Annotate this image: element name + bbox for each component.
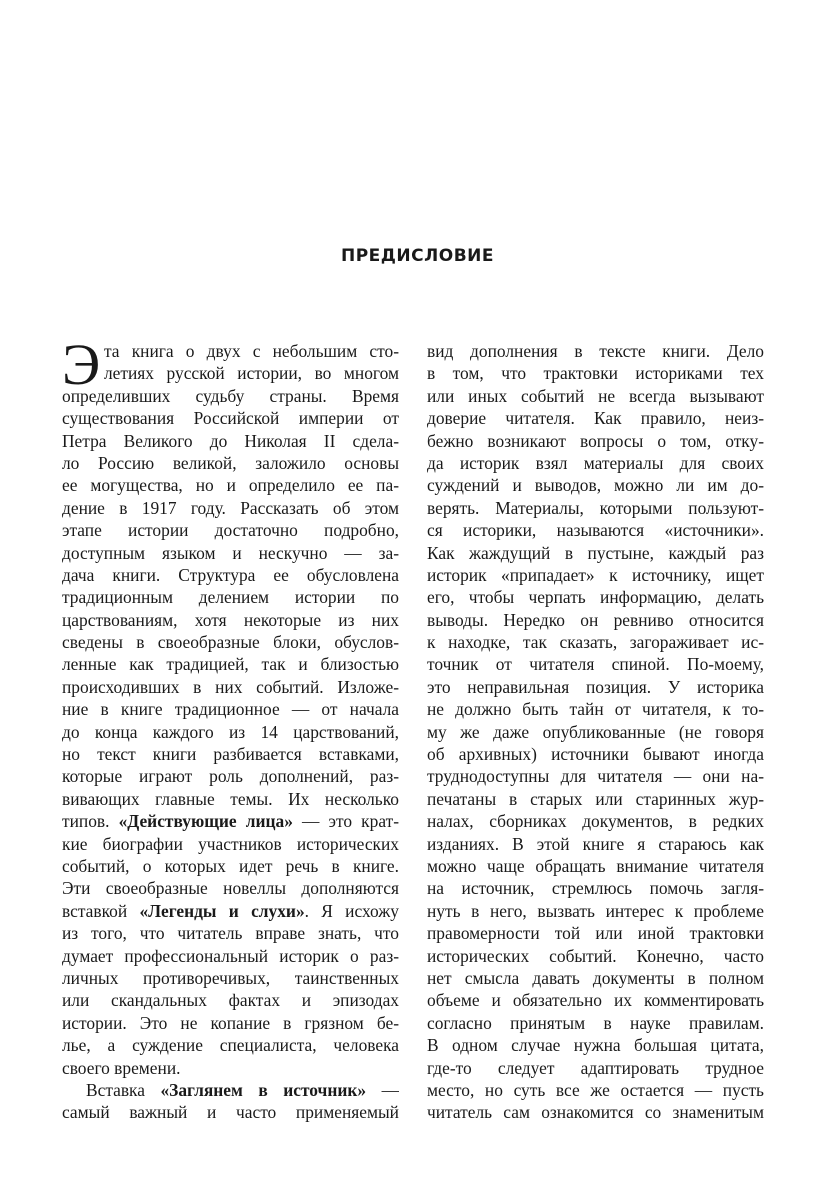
line-text: ние в книге традиционное — от начала bbox=[62, 699, 399, 720]
text-line bbox=[62, 765, 399, 787]
text-line bbox=[427, 340, 764, 362]
text-line bbox=[427, 631, 764, 653]
text-line bbox=[62, 676, 399, 698]
line-text: кие биографии участников исторических bbox=[62, 833, 399, 854]
line-text-after: — это крат- bbox=[292, 811, 399, 832]
line-text: да историк взял материалы для своих bbox=[427, 452, 764, 473]
text-line bbox=[427, 564, 764, 586]
text-line bbox=[427, 452, 764, 474]
text-line bbox=[62, 877, 399, 899]
text-line bbox=[62, 1034, 399, 1056]
line-text: царствованиям, хотя некоторые из них bbox=[62, 609, 399, 630]
line-text: происходивших в них событий. Изложе- bbox=[62, 676, 399, 697]
text-line bbox=[427, 497, 764, 519]
line-text: или скандальных фактах и эпизодах bbox=[62, 990, 399, 1011]
line-text: вставкой bbox=[62, 900, 140, 921]
text-line bbox=[62, 631, 399, 653]
line-text: событий, о которых идет речь в книге. bbox=[62, 855, 399, 876]
text-line bbox=[62, 967, 399, 989]
line-text: читатель сам ознакомится со знаменитым bbox=[427, 1102, 764, 1123]
text-line bbox=[427, 788, 764, 810]
line-text: В одном случае нужна большая цитата, bbox=[427, 1035, 764, 1056]
line-text: лье, а суждение специалиста, человека bbox=[62, 1035, 399, 1056]
text-line bbox=[427, 653, 764, 675]
line-text: истории. Это не копание в грязном бе- bbox=[62, 1012, 399, 1033]
line-text: доступным языком и нескучно — за- bbox=[62, 542, 399, 563]
line-text-after: — bbox=[366, 1079, 399, 1100]
text-line bbox=[62, 922, 399, 944]
text-line bbox=[427, 945, 764, 967]
text-line bbox=[62, 430, 399, 452]
line-text: ло Россию великой, заложило основы bbox=[62, 452, 399, 473]
text-line bbox=[62, 452, 399, 474]
text-line bbox=[62, 609, 399, 631]
text-line bbox=[62, 340, 399, 362]
text-line bbox=[427, 743, 764, 765]
text-line bbox=[62, 586, 399, 608]
text-line bbox=[427, 1034, 764, 1056]
line-text: самый важный и часто применяемый bbox=[62, 1102, 399, 1123]
text-line bbox=[62, 721, 399, 743]
text-line bbox=[62, 833, 399, 855]
text-line bbox=[62, 945, 399, 967]
line-text: нет смысла давать документы в полном bbox=[427, 967, 764, 988]
line-text: дача книги. Структура ее обусловлена bbox=[62, 564, 399, 585]
line-text: вид дополнения в тексте книги. Дело bbox=[427, 341, 764, 361]
text-line bbox=[427, 900, 764, 922]
line-text: ее могущества, но и определило ее па- bbox=[62, 475, 399, 496]
line-text: ленные как традицией, так и близостью bbox=[62, 654, 399, 675]
text-line bbox=[427, 676, 764, 698]
line-text: точник от читателя спиной. По-моему, bbox=[427, 654, 764, 675]
text-line bbox=[427, 989, 764, 1011]
line-text: своего времени. bbox=[62, 1057, 181, 1078]
line-text: му же даже опубликованные (не говоря bbox=[427, 721, 764, 742]
line-text: об архивных) источники бывают иногда bbox=[427, 744, 764, 765]
text-line bbox=[427, 833, 764, 855]
text-line bbox=[427, 922, 764, 944]
line-text: в том, что трактовки историками тех bbox=[427, 363, 764, 384]
text-line bbox=[427, 721, 764, 743]
bold-insert-title: «Действующие лица» bbox=[118, 811, 293, 832]
line-text: ся историки, называются «источники». bbox=[427, 520, 764, 541]
text-line bbox=[427, 474, 764, 496]
line-text: существования Российской империи от bbox=[62, 408, 399, 429]
left-text-column bbox=[62, 332, 399, 1124]
line-text: налах, сборниках документов, в редких bbox=[427, 811, 764, 832]
line-text: та книга о двух с небольшим сто- bbox=[104, 341, 399, 361]
text-line bbox=[62, 407, 399, 429]
text-line bbox=[427, 698, 764, 720]
text-line bbox=[427, 1012, 764, 1034]
text-line bbox=[427, 855, 764, 877]
text-line bbox=[62, 653, 399, 675]
line-text: дение в 1917 году. Рассказать об этом bbox=[62, 497, 399, 518]
line-text: до конца каждого из 14 царствований, bbox=[62, 721, 399, 742]
text-line bbox=[62, 362, 399, 384]
text-line bbox=[427, 967, 764, 989]
text-line bbox=[427, 407, 764, 429]
line-text: доверие читателя. Как правило, неиз- bbox=[427, 408, 764, 429]
line-text: верять. Материалы, которыми пользуют- bbox=[427, 497, 764, 518]
text-line bbox=[62, 698, 399, 720]
text-line bbox=[427, 1101, 764, 1123]
line-text: определивших судьбу страны. Время bbox=[62, 385, 399, 406]
line-text: место, но суть все же остается — пусть bbox=[427, 1079, 764, 1100]
text-line bbox=[427, 385, 764, 407]
line-text: которые играют роль дополнений, раз- bbox=[62, 766, 399, 787]
line-text: согласно принятым в науке правилам. bbox=[427, 1012, 764, 1033]
text-line bbox=[427, 362, 764, 384]
text-line bbox=[62, 1101, 399, 1123]
line-text: летиях русской истории, во многом bbox=[104, 363, 399, 384]
bold-insert-title: «Легенды и слухи» bbox=[139, 900, 305, 921]
text-line bbox=[62, 385, 399, 407]
text-line bbox=[427, 765, 764, 787]
line-text: историк «припадает» к источнику, ищет bbox=[427, 564, 764, 585]
line-text: к находке, так сказать, загораживает ис- bbox=[427, 632, 764, 653]
left-paragraph bbox=[62, 340, 399, 1124]
line-text: типов. bbox=[62, 811, 119, 832]
text-line bbox=[62, 1057, 399, 1079]
line-text: сведены в своеобразные блоки, обуслов- bbox=[62, 632, 399, 653]
text-line bbox=[62, 855, 399, 877]
line-text: но текст книги разбивается вставками, bbox=[62, 744, 399, 765]
text-line bbox=[62, 564, 399, 586]
line-text: исторических событий. Конечно, часто bbox=[427, 945, 764, 966]
text-line bbox=[62, 474, 399, 496]
line-text: где-то следует адаптировать трудное bbox=[427, 1057, 764, 1078]
bold-insert-title: «Заглянем в источник» bbox=[160, 1079, 367, 1100]
page-title: ПРЕДИСЛОВИЕ bbox=[340, 246, 494, 266]
line-text: изданиях. В этой книге я стараюсь как bbox=[427, 833, 764, 854]
line-text: выводы. Нередко он ревниво относится bbox=[427, 609, 764, 630]
text-line bbox=[62, 900, 399, 922]
line-text: можно чаще обращать внимание читателя bbox=[427, 855, 764, 876]
line-text: этапе истории достаточно подробно, bbox=[62, 520, 399, 541]
line-text: не должно быть тайн от читателя, к то- bbox=[427, 699, 764, 720]
line-text: традиционным делением истории по bbox=[62, 587, 399, 608]
text-line bbox=[62, 1012, 399, 1034]
text-line bbox=[427, 609, 764, 631]
line-text: вивающих главные темы. Их несколько bbox=[62, 788, 399, 809]
line-text: Эти своеобразные новеллы дополняются bbox=[62, 878, 399, 899]
line-text: его, чтобы черпать информацию, делать bbox=[427, 587, 764, 608]
line-text: бежно возникают вопросы о том, отку- bbox=[427, 430, 764, 451]
line-text-after: . Я исхожу bbox=[304, 900, 399, 921]
text-line bbox=[427, 1079, 764, 1101]
right-text-column bbox=[427, 340, 764, 1124]
line-text: труднодоступны для читателя — они на- bbox=[427, 766, 764, 787]
text-line bbox=[427, 519, 764, 541]
text-line bbox=[62, 989, 399, 1011]
text-line bbox=[62, 519, 399, 541]
right-paragraph bbox=[427, 340, 764, 1124]
line-text: или иных событий не всегда вызывают bbox=[427, 385, 764, 406]
line-text: объеме и обязательно их комментировать bbox=[427, 990, 764, 1011]
text-line bbox=[62, 743, 399, 765]
text-line bbox=[427, 542, 764, 564]
text-line bbox=[427, 1057, 764, 1079]
line-text: из того, что читатель вправе знать, что bbox=[62, 923, 399, 944]
line-text: Как жаждущий в пустыне, каждый раз bbox=[427, 542, 764, 563]
line-text: это неправильная позиция. У историка bbox=[427, 676, 764, 697]
text-line bbox=[427, 877, 764, 899]
line-text: на источник, стремлюсь помочь загля- bbox=[427, 878, 764, 899]
line-text: правомерности той или иной трактовки bbox=[427, 923, 764, 944]
text-line bbox=[62, 810, 399, 832]
line-text: Петра Великого до Николая II сдела- bbox=[62, 430, 399, 451]
line-text: нуть в него, вызвать интерес к проблеме bbox=[427, 900, 764, 921]
line-text: думает профессиональный историк о раз- bbox=[62, 945, 399, 966]
text-line bbox=[427, 430, 764, 452]
text-line bbox=[427, 586, 764, 608]
line-text: Вставка bbox=[86, 1079, 161, 1100]
text-line bbox=[62, 497, 399, 519]
line-text: печатаны в старых или старинных жур- bbox=[427, 788, 764, 809]
text-line bbox=[427, 810, 764, 832]
text-line bbox=[62, 542, 399, 564]
drop-cap: Э bbox=[62, 332, 101, 397]
line-text: суждений и выводов, можно ли им до- bbox=[427, 475, 764, 496]
text-line bbox=[62, 788, 399, 810]
line-text: личных противоречивых, таинственных bbox=[62, 967, 399, 988]
text-line bbox=[62, 1079, 399, 1101]
